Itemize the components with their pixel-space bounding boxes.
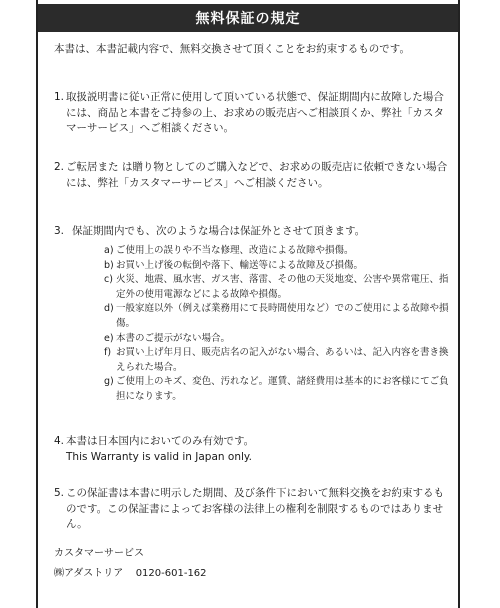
list-item [104, 332, 449, 347]
list-text: ご使用上のキズ、変色、汚れなど。運賃、諸経費用は基本的にお客様にてご負担になります。 [116, 376, 449, 402]
contact-info [54, 544, 207, 584]
item-text-block [66, 434, 452, 465]
company-name: ㈱アダストリア [54, 568, 124, 579]
list-item [104, 375, 449, 404]
item-number: 4. [54, 435, 65, 447]
item-text: この保証書は本書に明示した期間、及び条件下において無料交換をお約束するものです。この保証書によってお客様の法律上の権利を制限するものではありません。 [66, 487, 444, 530]
list-item [104, 244, 449, 259]
item-text: 取扱説明書に従い正常に使用して頂いている状態で、保証期間内に故障した場合には、商品と本書をご持参の上、お求めの販売店へご相談頂くか、弊社「カスタマーサービス」へご相談ください。 [66, 91, 444, 134]
list-item [104, 346, 449, 375]
department-name: カスタマーサービス [54, 548, 144, 559]
list-item [104, 302, 449, 331]
item-5 [54, 486, 452, 533]
item-2 [54, 160, 452, 191]
warranty-title: 無料保証の規定 [38, 4, 458, 32]
list-text: お買い上げ年月日、販売店名の記入がない場合、あるいは、記入内容を書き換えられた場合。 [116, 347, 449, 373]
item-3 [54, 224, 452, 240]
list-marker: a) [104, 245, 114, 256]
list-marker: e) [104, 332, 114, 344]
list-marker: d) [104, 303, 114, 315]
list-marker: g) [104, 376, 114, 388]
intro-text: 本書は、本書記載内容で、無料交換させて頂くことをお約束するものです。 [54, 43, 410, 55]
phone-number: 0120-601-162 [135, 568, 207, 579]
item-text: 保証期間内でも、次のような場合は保証外とさせて頂きます。 [72, 225, 366, 237]
list-marker: f) [104, 347, 112, 359]
list-text: 本書のご提示がない場合。 [116, 332, 231, 344]
list-text: ご使用上の誤りや不当な修理、改造による故障や損傷。 [116, 245, 354, 256]
item-text-english: This Warranty is valid in Japan only. [66, 450, 252, 463]
item-number: 3. [54, 225, 65, 237]
exclusion-list [104, 244, 449, 405]
item-number: 1. [54, 91, 65, 103]
list-marker: b) [104, 259, 114, 271]
list-item [104, 259, 449, 274]
company-phone-line [54, 564, 207, 584]
list-item [104, 273, 449, 302]
item-1 [54, 90, 452, 137]
list-text: 一般家庭以外（例えば業務用にて長時間使用など）でのご使用による故障や損傷。 [116, 303, 449, 329]
item-4 [54, 434, 452, 465]
item-number: 5. [54, 487, 65, 499]
item-text: ご転居また は贈り物としてのご購入などで、お求めの販売店に依頼できない場合には、弊社「カスタマーサービス」へご相談ください。 [66, 161, 448, 189]
item-text: 本書は日本国内においてのみ有効です。 [66, 435, 255, 447]
list-text: お買い上げ後の転倒や落下、輸送等による故障及び損傷。 [116, 259, 364, 271]
list-text: 火災、地震、風水害、ガス害、落雷、その他の天災地変、公害や異常電圧、指定外の使用電源などによる故障や損傷。 [116, 274, 449, 300]
warranty-card [36, 0, 460, 608]
item-number: 2. [54, 161, 65, 173]
list-marker: c) [104, 274, 113, 286]
